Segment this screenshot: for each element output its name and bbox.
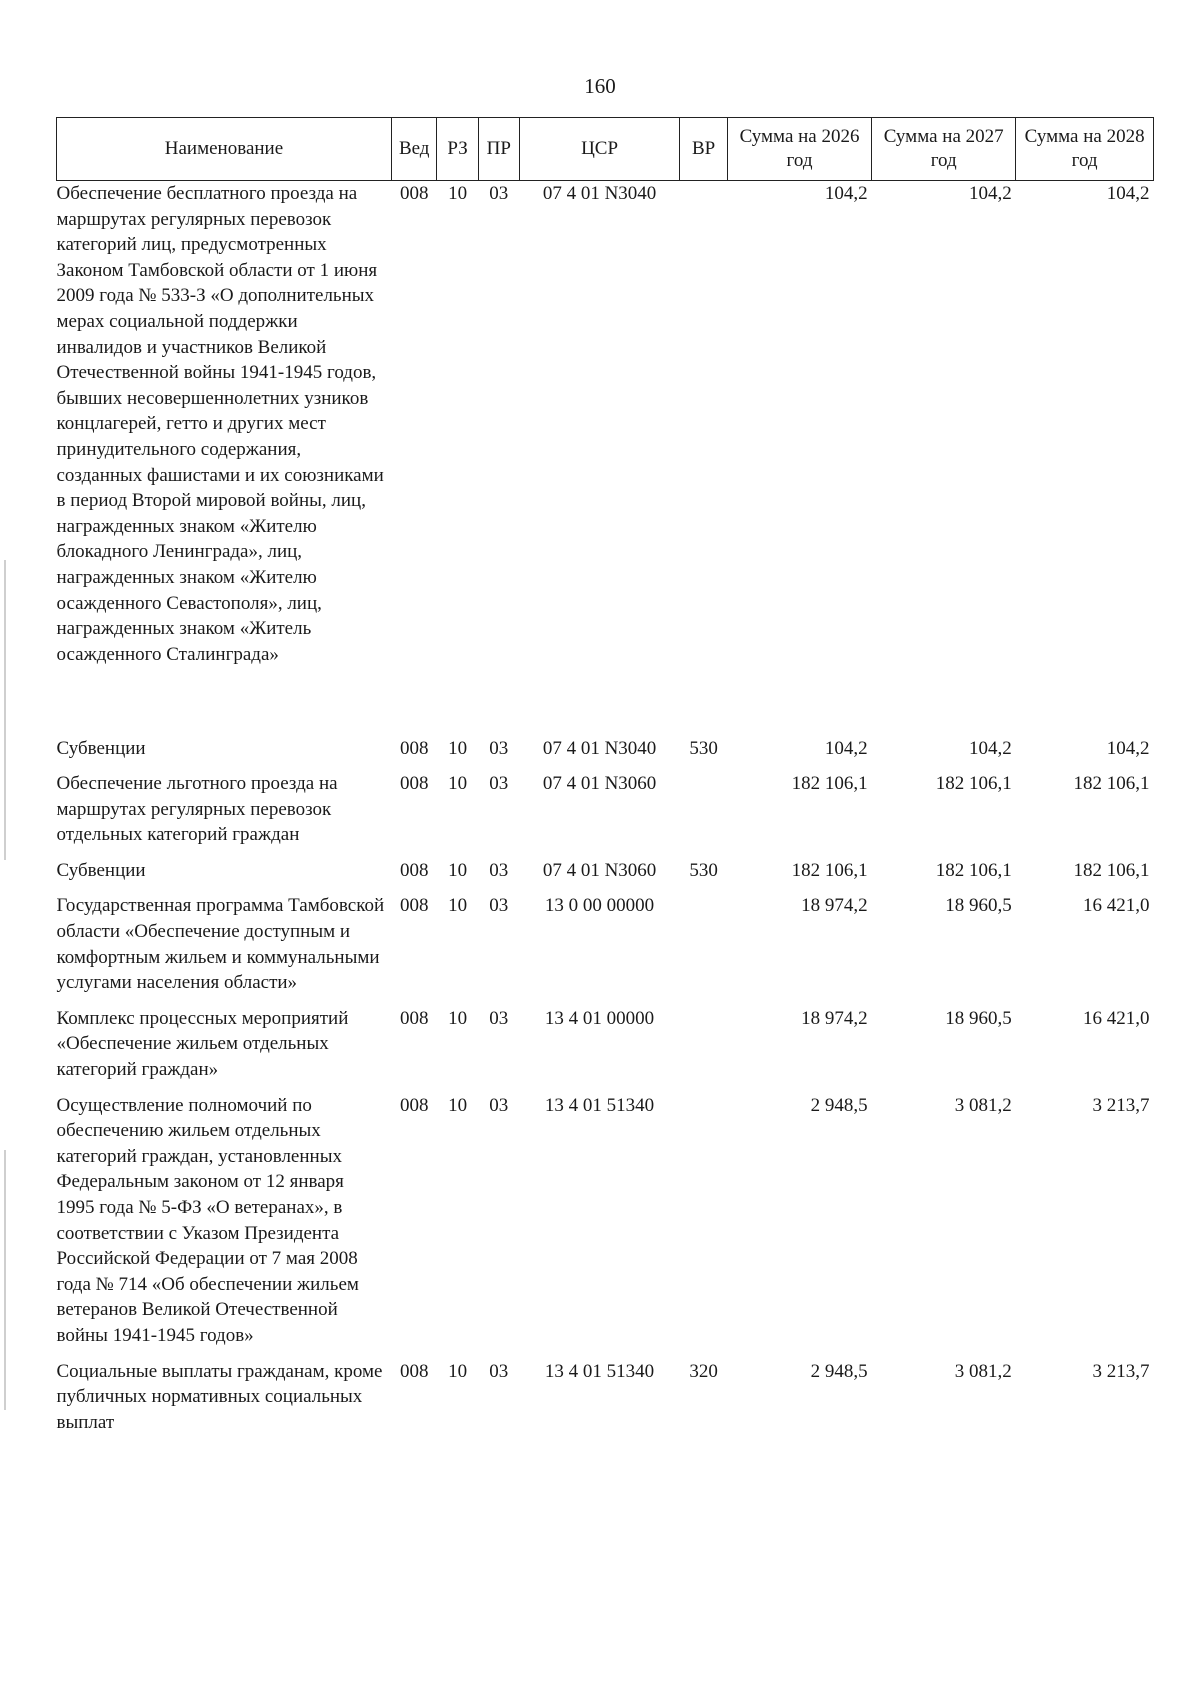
row-vr [680, 181, 728, 736]
row-sum-2027: 104,2 [969, 183, 1012, 204]
row-name: Осуществление полномочий по обеспечению жильем отдельных категорий граждан, установленных Федеральным законом от 12 января 1995 года № 5-ФЗ «О ветеранах», в соответствии с Указом Президента Российской Федерации от 7 мая 2008 года № 714 «Об обеспечении жильем ветеранов Великой Отечественной войны 1941-1945 годов» [56, 1094, 359, 1346]
row-pr: 03 [489, 773, 509, 795]
row-sum-2027: 182 106,1 [935, 773, 1012, 795]
row-sum-2027: 3 081,2 [954, 1094, 1012, 1116]
row-ved: 008 [399, 183, 429, 204]
row-rz: 10 [448, 895, 468, 917]
table-body [57, 181, 1154, 1436]
table-row [57, 858, 1154, 894]
row-csr: 13 4 01 00000 [544, 1007, 655, 1029]
row-name: Субвенции [56, 859, 146, 881]
row-vr [680, 771, 728, 858]
row-vr [680, 1006, 728, 1093]
scan-edge-mark [4, 560, 6, 860]
row-ved: 008 [399, 895, 429, 917]
row-ved: 008 [399, 859, 429, 881]
row-sum-2027: 18 960,5 [945, 1007, 1012, 1029]
row-vr [680, 1093, 728, 1359]
row-rz: 10 [448, 773, 468, 795]
row-sum-2026: 104,2 [824, 183, 868, 204]
row-sum-2028: 16 421,0 [1083, 1007, 1150, 1029]
header-sum-2027: Сумма на 2027 год [872, 118, 1016, 181]
header-ved: Вед [391, 118, 437, 181]
table-row [57, 771, 1154, 858]
row-name: Комплекс процессных мероприятий «Обеспечение жильем отдельных категорий граждан» [56, 1007, 349, 1081]
row-sum-2026: 182 106,1 [791, 859, 868, 881]
table-row [57, 1093, 1154, 1359]
scan-edge-mark [4, 1150, 6, 1410]
budget-table [56, 117, 1154, 1435]
row-sum-2026: 2 948,5 [810, 1094, 868, 1116]
row-pr: 03 [489, 737, 509, 759]
row-name: Социальные выплаты гражданам, кроме публичных нормативных социальных выплат [56, 1360, 383, 1433]
row-pr: 03 [489, 895, 509, 917]
row-csr: 07 4 01 N3040 [542, 183, 657, 204]
row-rz: 10 [448, 1007, 468, 1029]
row-sum-2027: 18 960,5 [945, 895, 1012, 917]
row-ved: 008 [399, 737, 429, 759]
row-sum-2027: 104,2 [969, 737, 1012, 759]
row-name: Государственная программа Тамбовской области «Обеспечение доступным и комфортным жильем и коммунальными услугами населения области» [56, 895, 385, 994]
row-sum-2028: 16 421,0 [1083, 895, 1150, 917]
row-name: Обеспечение льготного проезда на маршрутах регулярных перевозок отдельных категорий граждан [56, 773, 338, 846]
row-sum-2028: 104,2 [1106, 737, 1150, 759]
header-name: Наименование [57, 118, 392, 181]
table-header [57, 118, 1154, 181]
table-row [57, 1359, 1154, 1436]
header-sum-2026: Сумма на 2026 год [727, 118, 871, 181]
header-vr: ВР [680, 118, 728, 181]
row-csr: 07 4 01 N3060 [542, 859, 657, 881]
row-ved: 008 [399, 1094, 429, 1116]
row-csr: 13 4 01 51340 [544, 1360, 655, 1382]
header-rz: РЗ [437, 118, 478, 181]
row-name: Обеспечение бесплатного проезда на маршрутах регулярных перевозок категорий лиц, предусмотренных Законом Тамбовской области от 1 июня 2009 года № 533-З «О дополнительных мерах социальной поддержки инвалидов и участников Великой Отечественной войны 1941-1945 годов, бывших несовершеннолетних узников концлагерей, гетто и других мест принудительного содержания, созданных фашистами и их союзниками в период Второй мировой войны, лиц, награжденных знаком «Жителю блокадного Ленинграда», лиц, награжденных знаком «Жителю осажденного Севастополя», лиц, награжденных знаком «Житель осажденного Сталинграда» [56, 183, 384, 665]
row-sum-2026: 18 974,2 [801, 895, 868, 917]
row-vr [680, 893, 728, 1005]
row-sum-2028: 182 106,1 [1073, 773, 1150, 795]
row-rz: 10 [448, 1094, 468, 1116]
row-vr: 530 [689, 737, 718, 759]
row-csr: 13 0 00 00000 [544, 895, 655, 917]
row-csr: 07 4 01 N3040 [542, 737, 657, 759]
page-number: 160 [584, 74, 616, 98]
table-row [57, 736, 1154, 772]
header-pr: ПР [478, 118, 519, 181]
row-name: Субвенции [56, 737, 146, 759]
row-csr: 13 4 01 51340 [544, 1094, 655, 1116]
row-sum-2028: 182 106,1 [1073, 859, 1150, 881]
row-sum-2027: 182 106,1 [935, 859, 1012, 881]
row-pr: 03 [489, 183, 509, 204]
row-sum-2027: 3 081,2 [954, 1360, 1012, 1382]
row-pr: 03 [489, 1360, 509, 1382]
row-pr: 03 [489, 1007, 509, 1029]
row-sum-2028: 104,2 [1106, 183, 1150, 204]
table-row [57, 181, 1154, 736]
row-rz: 10 [448, 1360, 468, 1382]
row-rz: 10 [448, 183, 468, 204]
row-pr: 03 [489, 859, 509, 881]
row-rz: 10 [448, 737, 468, 759]
row-ved: 008 [399, 773, 429, 795]
row-ved: 008 [399, 1007, 429, 1029]
header-sum-2028: Сумма на 2028 год [1016, 118, 1154, 181]
row-pr: 03 [489, 1094, 509, 1116]
row-sum-2028: 3 213,7 [1092, 1360, 1150, 1382]
table-row [57, 893, 1154, 1005]
header-csr: ЦСР [519, 118, 679, 181]
row-sum-2026: 18 974,2 [801, 1007, 868, 1029]
table-row [57, 1006, 1154, 1093]
row-sum-2026: 2 948,5 [810, 1360, 868, 1382]
row-vr: 320 [689, 1360, 718, 1382]
row-csr: 07 4 01 N3060 [542, 773, 657, 795]
row-vr: 530 [689, 859, 718, 881]
row-ved: 008 [399, 1360, 429, 1382]
row-sum-2026: 104,2 [824, 737, 868, 759]
row-sum-2026: 182 106,1 [791, 773, 868, 795]
row-rz: 10 [448, 859, 468, 881]
row-sum-2028: 3 213,7 [1092, 1094, 1150, 1116]
